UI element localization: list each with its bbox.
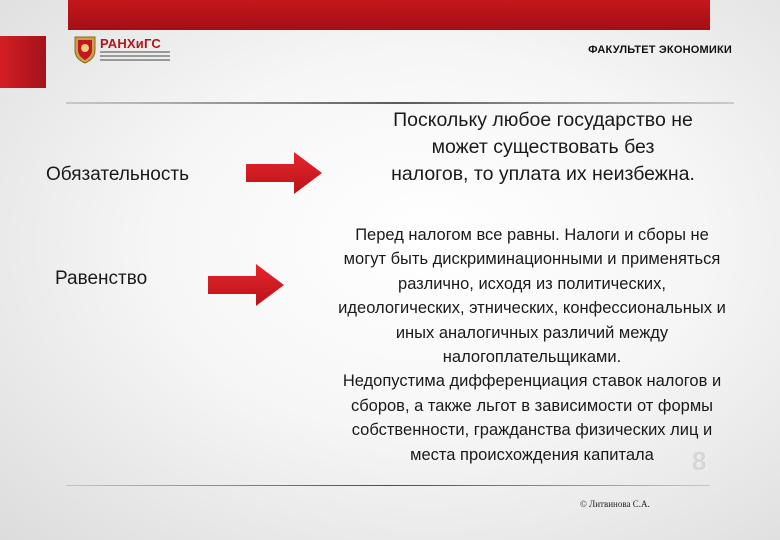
emblem-icon [72, 34, 98, 64]
side-red-tab [0, 36, 46, 88]
description-line: собственности, гражданства физических лиц и [351, 421, 713, 440]
right-arrow-icon [208, 262, 286, 308]
description-line: Недопустима дифференциация ставок налогов и [342, 372, 722, 391]
top-divider [66, 102, 734, 104]
top-red-bar [68, 0, 710, 30]
description-line: места происхождения капитала [410, 445, 654, 464]
copyright: © Литвинова С.А. [580, 499, 650, 509]
description-line: сборов, а также льгот в зависимости от формы [350, 396, 714, 415]
faculty-title: ФАКУЛЬТЕТ ЭКОНОМИКИ [588, 44, 732, 56]
term-equality: Равенство [55, 268, 148, 289]
bottom-divider [66, 485, 710, 486]
logo-name: РАНХиГС [100, 36, 161, 51]
description-line: иных аналогичных различий между [395, 323, 669, 342]
slide-number: 8 [692, 446, 707, 476]
logo-subtitle-lines [100, 51, 170, 63]
description-line: налогоплательщиками. [442, 348, 622, 367]
right-arrow-icon [246, 150, 324, 196]
description-line: могут быть дискриминационными и применяться [343, 250, 721, 269]
description-line: может существовать без [431, 136, 655, 158]
description-line: налогов, то уплата их неизбежна. [391, 163, 695, 185]
ranepa-logo [72, 34, 172, 68]
description-line: Поскольку любое государство не [393, 109, 693, 131]
term-obligatoriness: Обязательность [46, 164, 189, 185]
description-line: идеологических, этнических, конфессиональных и [338, 299, 726, 318]
description-line: Перед налогом все равны. Налоги и сборы не [355, 226, 709, 244]
description-line: различно, исходя из политических, [398, 274, 666, 293]
description-obligatoriness [338, 107, 748, 188]
description-equality [284, 223, 780, 467]
